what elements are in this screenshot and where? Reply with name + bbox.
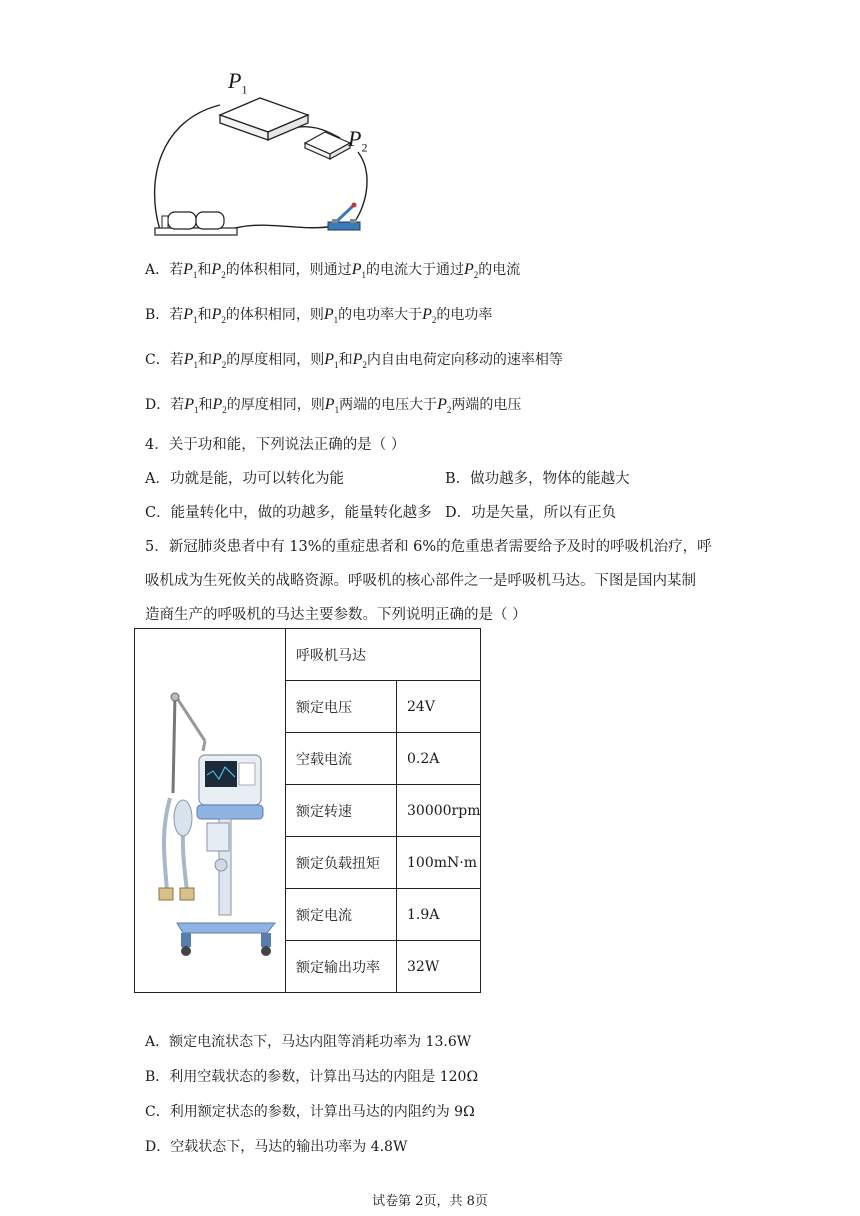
option-text: 的电流 [478,262,521,278]
spec-name: 额定负载扭矩 [286,837,397,889]
option-letter: B． [145,307,170,323]
q5-stem-line-1: 5．新冠肺炎患者中有 13%的重症患者和 6%的危重患者需要给予及时的呼吸机治疗，呼 [145,539,712,555]
q5-option-b[interactable]: B．利用空载状态的参数，计算出马达的内阻是 120Ω [145,1069,479,1085]
circuit-diagram [140,60,380,245]
spec-value: 30000rpm [397,785,481,837]
option-letter: C． [145,352,170,368]
spec-name: 额定转速 [286,785,397,837]
ventilator-image [135,633,285,989]
spec-name: 额定输出功率 [286,941,397,993]
conductor-symbol: $P_1$ [351,261,366,281]
option-text: 的体积相同，则 [225,307,324,323]
conductor-symbol: $P_1$ [184,396,199,416]
q4-option-c[interactable]: C．能量转化中，做的功越多，能量转化越多 [145,505,432,521]
q3-option-d[interactable] [145,394,521,415]
page-footer: 试卷第 2页，共 8页 [372,1194,488,1209]
conductor-symbol: $P_2$ [437,396,452,416]
option-text: 和 [198,397,213,413]
conductor-symbol: $P_1$ [183,261,198,281]
option-text: 的电功率大于 [338,307,423,323]
conductor-symbol: $P_2$ [422,306,437,326]
switch [328,203,360,231]
conductor-symbol: $P_2$ [212,396,227,416]
conductor-symbol: $P_2$ [463,261,479,281]
option-text: 若 [169,307,184,323]
spec-name: 额定电流 [286,889,397,941]
option-text: 和 [197,262,212,278]
q5-option-c[interactable]: C．利用额定状态的参数，计算出马达的内阻约为 9Ω [145,1104,475,1120]
p2-label: $P_2$ [348,126,368,155]
conductor-symbol: $P_1$ [183,351,198,371]
q4-option-b[interactable]: B．做功越多，物体的能越大 [445,471,630,487]
option-text: 若 [169,352,184,368]
conductor-symbol: $P_1$ [324,396,340,416]
conductor-symbol: $P_2$ [212,351,227,371]
motor-spec-table [134,628,481,993]
spec-value: 1.9A [397,889,481,941]
spec-name: 空载电流 [286,733,397,785]
q3-option-a[interactable] [145,259,520,280]
q5-option-a[interactable]: A．额定电流状态下，马达内阻等消耗功率为 13.6W [145,1034,472,1050]
spec-name: 额定电压 [286,681,397,733]
q3-option-b[interactable] [145,304,492,325]
option-text: 的厚度相同，则 [226,352,325,368]
conductor-symbol: $P_1$ [183,306,198,326]
q3-option-c[interactable] [145,349,563,370]
table-title: 呼吸机马达 [286,629,481,681]
q5-option-d[interactable]: D．空载状态下，马达的输出功率为 4.8W [145,1139,408,1155]
option-letter: A． [145,262,170,278]
option-letter: D． [145,397,171,413]
spec-value: 24V [397,681,481,733]
q4-stem: 4．关于功和能，下列说法正确的是（ ） [145,437,406,453]
conductor-symbol: $P_2$ [211,261,226,281]
option-text: 内自由电荷定向移动的速率相等 [366,352,563,368]
battery [155,212,237,235]
p1-label: $P_1$ [228,68,248,97]
conductor-symbol: $P_1$ [323,306,339,326]
option-text: 若 [169,262,184,278]
option-text: 的电流大于通过 [365,262,464,278]
option-text: 和 [198,352,212,368]
option-text: 和 [338,352,353,368]
option-text: 若 [170,397,185,413]
conductor-symbol: $P_2$ [211,306,226,326]
option-text: 的厚度相同，则 [226,397,325,413]
q5-stem-line-2: 吸机成为生死攸关的战略资源。呼吸机的核心部件之一是呼吸机马达。下图是国内某制 [145,573,696,589]
ventilator-image-cell [135,629,286,993]
spec-value: 32W [397,941,481,993]
q4-option-a[interactable]: A．功就是能，功可以转化为能 [145,471,344,487]
conductor-symbol: $P_1$ [324,351,339,371]
q4-option-d[interactable]: D．功是矢量，所以有正负 [445,505,617,521]
option-text: 两端的电压大于 [339,397,438,413]
option-text: 的体积相同，则通过 [225,262,352,278]
option-text: 和 [197,307,212,323]
conductor-symbol: $P_2$ [352,351,367,371]
option-text: 两端的电压 [451,397,522,413]
option-text: 的电功率 [436,307,493,323]
spec-value: 100mN·m [397,837,481,889]
spec-value: 0.2A [397,733,481,785]
q5-stem-line-3: 造商生产的呼吸机的马达主要参数。下列说明正确的是（ ） [145,607,527,623]
